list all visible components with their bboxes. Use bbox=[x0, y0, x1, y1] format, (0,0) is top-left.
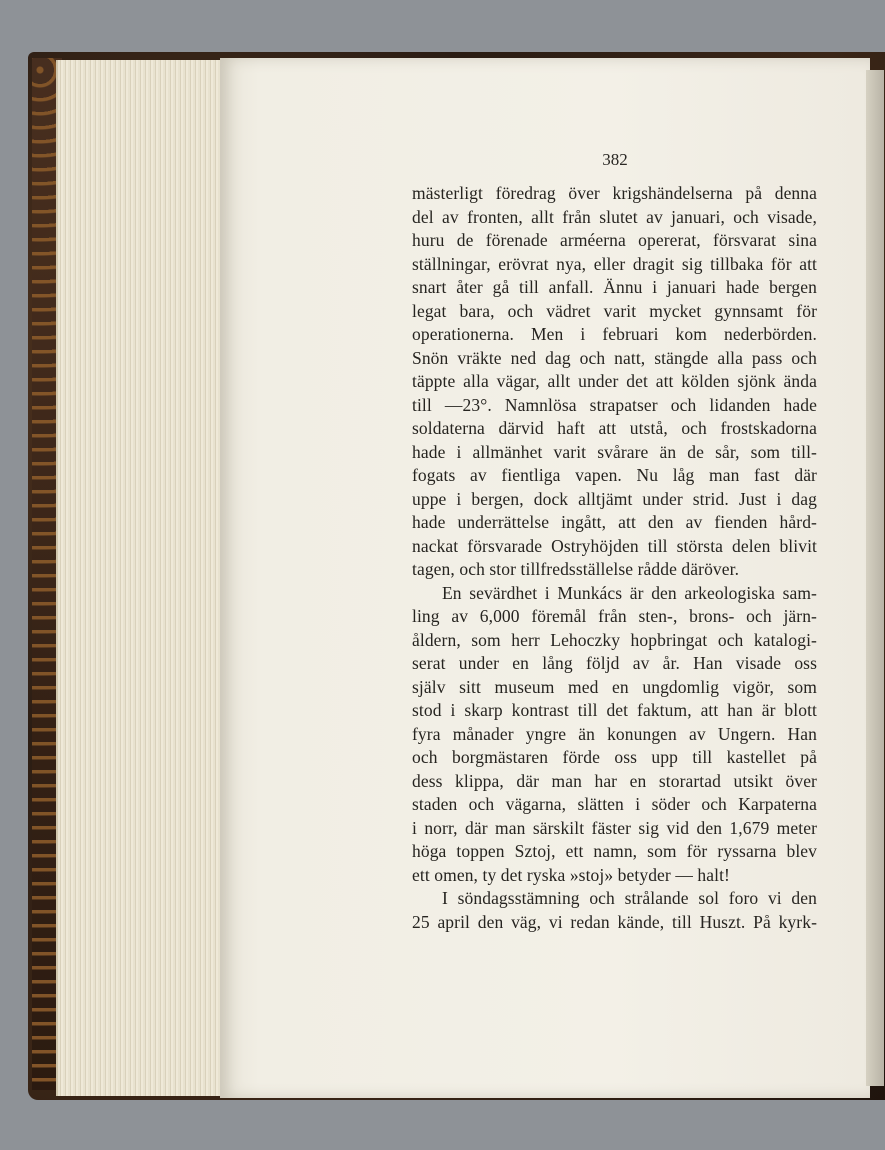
text-line: fyra månader yngre än konungen av Ungern. Han bbox=[412, 723, 817, 744]
text-line: legat bara, och vädret varit mycket gynnsamt för bbox=[412, 300, 817, 321]
text-line: stod i skarp kontrast till det faktum, att han är blott bbox=[412, 700, 817, 720]
text-line: ling av 6,000 föremål från sten-, brons- och järn- bbox=[412, 606, 817, 626]
text-line: serat under en lång följd av år. Han visade oss bbox=[412, 653, 817, 673]
text-line: hade underrättelse ingått, att den av fienden hård- bbox=[412, 512, 817, 532]
text-line: ställningar, erövrat nya, eller dragit sig tillbaka för att bbox=[412, 253, 817, 274]
text-line: fogats av fientliga vapen. Nu låg man fast där bbox=[412, 465, 817, 485]
text-line: Snön vräkte ned dag och natt, stängde alla pass och bbox=[412, 347, 817, 368]
text-line: ett omen, ty det ryska »stoj» betyder — halt! bbox=[412, 864, 730, 885]
text-line: hade i allmänhet varit svårare än de sår, som till- bbox=[412, 441, 817, 462]
text-line: åldern, som herr Lehoczky hopbringat och katalogi- bbox=[412, 629, 817, 650]
text-line: staden och vägarna, slätten i söder och Karpaterna bbox=[412, 794, 817, 814]
text-line: själv sitt museum med en ungdomlig vigör, som bbox=[412, 676, 817, 697]
text-line: till —23°. Namnlösa strapatser och lidanden hade bbox=[412, 394, 817, 415]
text-line: I söndagsstämning och strålande sol foro vi den bbox=[442, 888, 817, 908]
text-line: mästerligt föredrag över krigshändelserna på denna bbox=[412, 183, 817, 203]
text-line: höga toppen Sztoj, ett namn, som för ryssarna blev bbox=[412, 841, 817, 861]
text-line: snart åter gå till anfall. Ännu i januari hade bergen bbox=[412, 277, 817, 297]
text-line: En sevärdhet i Munkács är den arkeologiska sam- bbox=[442, 582, 817, 603]
text-line: huru de förenade arméerna opererat, försvarat sina bbox=[412, 230, 817, 250]
text-line: och borgmästaren förde oss upp till kastellet på bbox=[412, 747, 817, 767]
page-number: 382 bbox=[602, 150, 628, 169]
page-text bbox=[412, 182, 817, 934]
text-line: soldaterna därvid haft att utstå, och frostskadorna bbox=[412, 418, 817, 438]
text-line: i norr, där man särskilt fäster sig vid den 1,679 meter bbox=[412, 817, 817, 838]
text-line: dess klippa, där man har en storartad utsikt över bbox=[412, 770, 817, 791]
text-line: operationerna. Men i februari kom nederbörden. bbox=[412, 324, 817, 344]
text-line: tagen, och stor tillfredsställelse rådde däröver. bbox=[412, 559, 740, 579]
text-line: täppte alla vägar, allt under det att kölden sjönk ända bbox=[412, 371, 817, 391]
text-line: del av fronten, allt från slutet av januari, och visade, bbox=[412, 206, 817, 227]
text-line: nackat försvarade Ostryhöjden till största delen blivit bbox=[412, 535, 817, 556]
text-line: 25 april den väg, vi redan kände, till Huszt. På kyrk- bbox=[412, 911, 817, 932]
text-line: uppe i bergen, dock alltjämt under strid. Just i dag bbox=[412, 488, 817, 509]
left-page-stack bbox=[56, 60, 224, 1096]
right-page-edge bbox=[866, 70, 884, 1086]
